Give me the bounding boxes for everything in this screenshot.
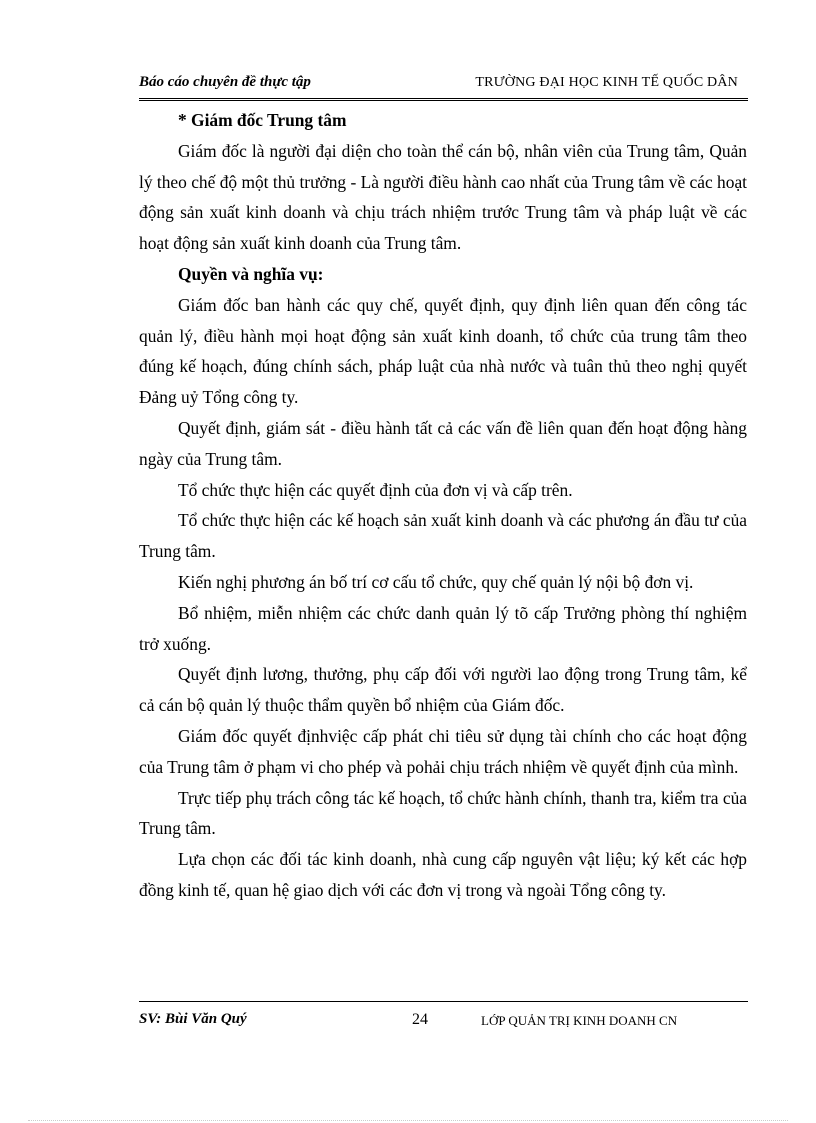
body-paragraph: Giám đốc ban hành các quy chế, quyết định, quy định liên quan đến công tác quản lý, điều hành mọi hoạt động sản xuất kinh doanh, tổ chức của trung tâm theo đúng kế hoạch, đúng chính sách, pháp luật của nhà nước và tuân thủ theo nghị quyết Đảng uỷ Tổng công ty.: [139, 294, 747, 408]
body-paragraph: Tổ chức thực hiện các quyết định của đơn vị và cấp trên.: [178, 479, 573, 500]
body-paragraph: Giám đốc là người đại diện cho toàn thể cán bộ, nhân viên của Trung tâm, Quản lý theo chế độ một thủ trưởng - Là người điều hành cao nhất của Trung tâm về các hoạt động sản xuất kinh doanh và chịu trách nhiệm trước Trung tâm và pháp luật về các hoạt động sản xuất kinh doanh của Trung tâm.: [139, 140, 747, 254]
body-paragraph: Quyết định, giám sát - điều hành tất cả các vấn đề liên quan đến hoạt động hàng ngày của Trung tâm.: [139, 417, 747, 469]
footer-rule: [139, 1001, 748, 1002]
class-name: LỚP QUẢN TRỊ KINH DOANH CN: [481, 1013, 678, 1028]
university-name: TRƯỜNG ĐẠI HỌC KINH TẾ QUỐC DÂN: [475, 75, 738, 90]
body-paragraph: Bổ nhiệm, miễn nhiệm các chức danh quản lý tõ cấp Trưởng phòng thí nghiệm trở xuống.: [139, 602, 747, 654]
page-number: 24: [412, 1011, 428, 1028]
body-paragraph: Giám đốc quyết địnhviệc cấp phát chi tiêu sử dụng tài chính cho các hoạt động của Trung tâm ở phạm vi cho phép và pohải chịu trách nhiệm về quyết định của mình.: [139, 725, 747, 777]
page-header: [139, 74, 748, 98]
body-paragraph: Trực tiếp phụ trách công tác kế hoạch, tổ chức hành chính, thanh tra, kiểm tra của Trung tâm.: [139, 787, 747, 839]
body-paragraph: Tổ chức thực hiện các kế hoạch sản xuất kinh doanh và các phương án đầu tư của Trung tâm.: [139, 510, 747, 562]
report-title: Báo cáo chuyên đề thực tập: [139, 74, 311, 90]
document-body: [139, 105, 747, 906]
header-double-rule: [139, 98, 748, 101]
body-paragraph: Lựa chọn các đối tác kinh doanh, nhà cung cấp nguyên vật liệu; ký kết các hợp đồng kinh tế, quan hệ giao dịch với các đơn vị trong và ngoài Tổng công ty.: [139, 849, 747, 900]
body-paragraph: Quyết định lương, thưởng, phụ cấp đối với người lao động trong Trung tâm, kể cả cán bộ quản lý thuộc thẩm quyền bổ nhiệm của Giám đốc.: [139, 664, 747, 716]
section-heading: * Giám đốc Trung tâm: [178, 110, 347, 130]
student-name: SV: Bùi Văn Quý: [139, 1011, 247, 1027]
section-heading: Quyền và nghĩa vụ:: [178, 263, 324, 284]
body-paragraph: Kiến nghị phương án bố trí cơ cấu tổ chức, quy chế quản lý nội bộ đơn vị.: [178, 571, 694, 592]
page-edge-line: [28, 1120, 788, 1121]
